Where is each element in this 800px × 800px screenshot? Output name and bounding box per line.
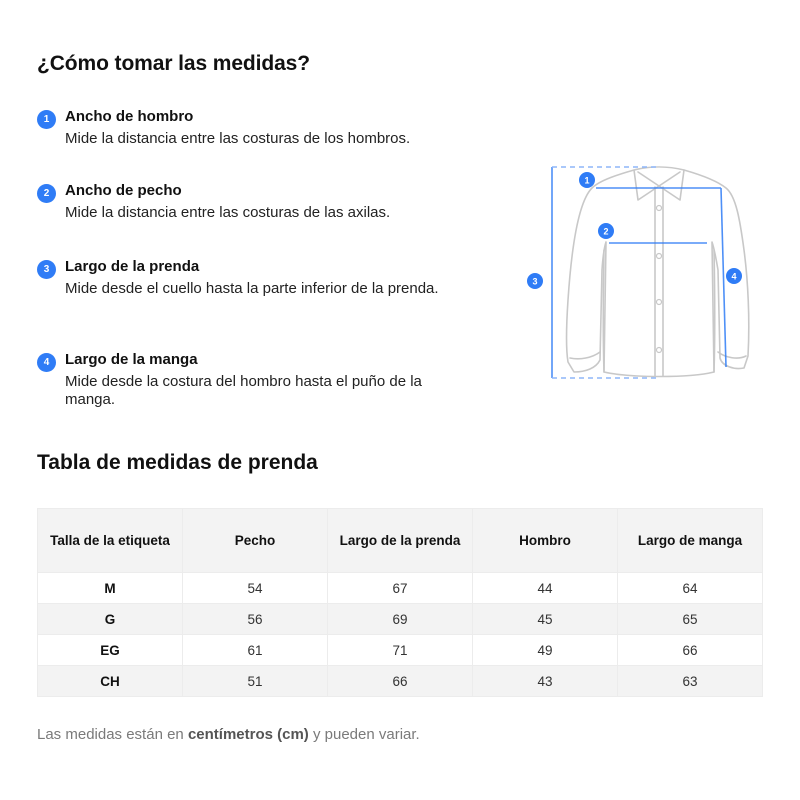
note-suffix: y pueden variar. bbox=[308, 726, 420, 743]
table-row bbox=[38, 573, 763, 604]
svg-text:3: 3 bbox=[532, 276, 538, 287]
step-description: Mide la distancia entre las costuras de los hombros. bbox=[65, 130, 411, 147]
how-to-measure-title: ¿Cómo tomar las medidas? bbox=[37, 52, 310, 75]
step-number-badge: 2 bbox=[37, 184, 56, 203]
shoulder-cell: 49 bbox=[473, 635, 618, 666]
note-prefix: Las medidas están en bbox=[37, 726, 188, 743]
size-cell: CH bbox=[38, 666, 183, 697]
svg-text:2: 2 bbox=[603, 226, 609, 237]
table-row bbox=[38, 666, 763, 697]
size-cell: G bbox=[38, 604, 183, 635]
marker-3 bbox=[527, 273, 543, 289]
shirt-measurement-diagram bbox=[520, 160, 760, 390]
step-title: Largo de la prenda bbox=[65, 258, 200, 275]
chest-cell: 56 bbox=[183, 604, 328, 635]
size-cell: EG bbox=[38, 635, 183, 666]
table-row bbox=[38, 635, 763, 666]
step-title: Ancho de pecho bbox=[65, 182, 182, 199]
sleeve-length-cell: 66 bbox=[618, 635, 763, 666]
column-header-garment-length: Largo de la prenda bbox=[328, 509, 473, 573]
garment-length-cell: 67 bbox=[328, 573, 473, 604]
svg-text:1: 1 bbox=[584, 175, 590, 186]
column-header-chest: Pecho bbox=[183, 509, 328, 573]
marker-2 bbox=[598, 223, 614, 239]
table-row bbox=[38, 604, 763, 635]
svg-text:4: 4 bbox=[731, 271, 737, 282]
step-description: Mide desde la costura del hombro hasta el puño de la manga. bbox=[65, 373, 422, 408]
garment-length-cell: 71 bbox=[328, 635, 473, 666]
sleeve-length-cell: 63 bbox=[618, 666, 763, 697]
shoulder-cell: 43 bbox=[473, 666, 618, 697]
step-title: Ancho de hombro bbox=[65, 108, 194, 125]
size-chart-table bbox=[37, 508, 763, 697]
step-description: Mide la distancia entre las costuras de las axilas. bbox=[65, 204, 391, 221]
chest-cell: 54 bbox=[183, 573, 328, 604]
units-note bbox=[37, 726, 420, 743]
step-number-badge: 3 bbox=[37, 260, 56, 279]
sleeve-length-cell: 65 bbox=[618, 604, 763, 635]
step-number-badge: 1 bbox=[37, 110, 56, 129]
column-header-size-label: Talla de la etiqueta bbox=[38, 509, 183, 573]
garment-length-cell: 66 bbox=[328, 666, 473, 697]
shoulder-cell: 45 bbox=[473, 604, 618, 635]
sleeve-length-cell: 64 bbox=[618, 573, 763, 604]
size-cell: M bbox=[38, 573, 183, 604]
chest-cell: 51 bbox=[183, 666, 328, 697]
note-units-bold: centímetros (cm) bbox=[187, 726, 309, 743]
marker-1 bbox=[579, 172, 595, 188]
table-header-row bbox=[38, 509, 763, 573]
column-header-sleeve-length: Largo de manga bbox=[618, 509, 763, 573]
step-description: Mide desde el cuello hasta la parte inferior de la prenda. bbox=[65, 280, 439, 297]
chest-cell: 61 bbox=[183, 635, 328, 666]
step-title: Largo de la manga bbox=[65, 351, 198, 368]
size-table-title: Tabla de medidas de prenda bbox=[37, 451, 318, 474]
shirt-icon bbox=[520, 160, 760, 390]
garment-length-cell: 69 bbox=[328, 604, 473, 635]
step-number-badge: 4 bbox=[37, 353, 56, 372]
column-header-shoulder: Hombro bbox=[473, 509, 618, 573]
marker-4 bbox=[726, 268, 742, 284]
shoulder-cell: 44 bbox=[473, 573, 618, 604]
